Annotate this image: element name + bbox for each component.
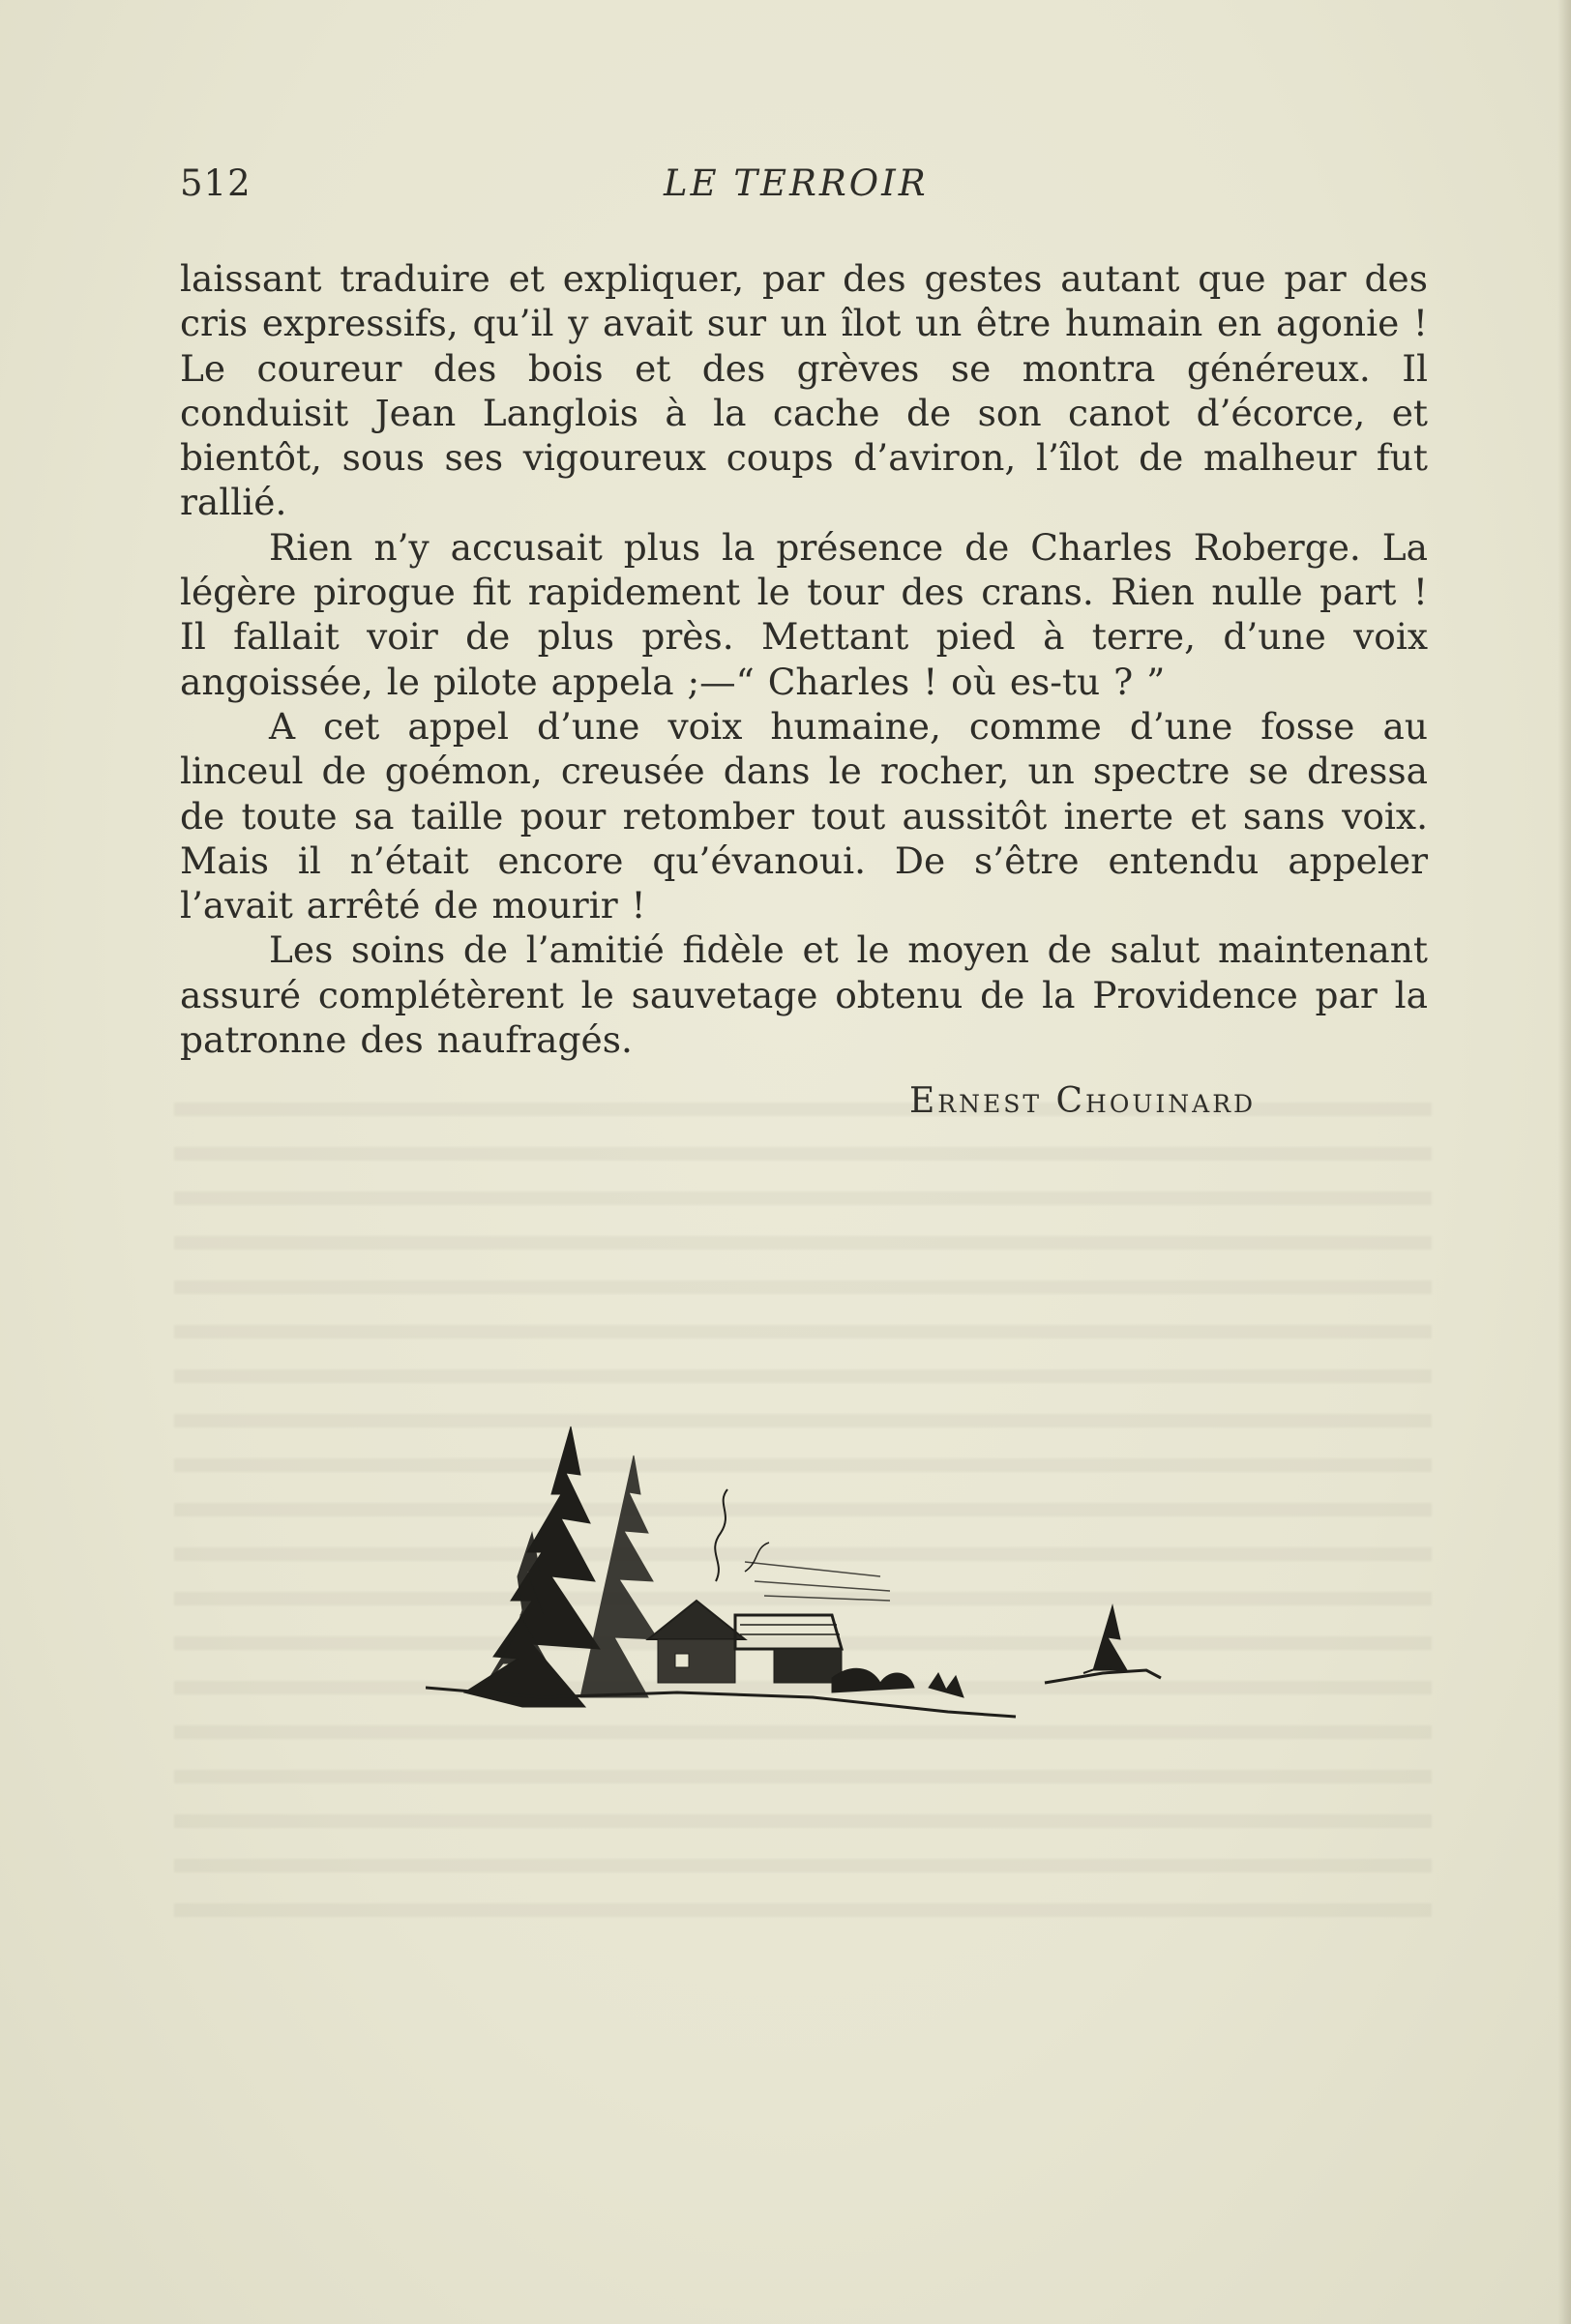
- paragraph-3: A cet appel d’une voix humaine, comme d’une fosse au linceul de goémon, creusée dans le rocher, un spectre se dressa de toute sa taille pour retomber tout aussitôt inerte et sans voix. Mais il n’était encore qu’évanoui. De s’être entendu appeler l’avait arrêté de mourir !: [180, 704, 1428, 927]
- paragraph-2: Rien n’y accusait plus la présence de Charles Roberge. La légère pirogue fit rapidement le tour des crans. Rien nulle part ! Il fallait voir de plus près. Mettant pied à terre, d’une voix angoissée, le pilote appela ;—“ Charles ! où es-tu ? ”: [180, 525, 1428, 703]
- running-title: LE TERROIR: [664, 162, 929, 204]
- page-edge-shadow: [1557, 0, 1571, 2324]
- page-number: 512: [180, 162, 252, 204]
- paragraph-1: laissant traduire et expliquer, par des gestes autant que par des cris expressifs, qu’il y avait sur un îlot un être humain en agonie ! Le coureur des bois et des grèves se montra généreux. Il conduisit Jean Langlois à la cache de son canot d’écorce, et bientôt, sous ses vigoureux coups d’aviron, l’îlot de malheur fut rallié.: [180, 257, 1428, 524]
- author-signature: Ernest Chouinard: [909, 1081, 1257, 1121]
- paragraph-4: Les soins de l’amitié fidèle et le moyen de salut maintenant assuré complétèrent le sauvetage obtenu de la Providence par la patronne des naufragés.: [180, 928, 1428, 1062]
- winter-cabin-vignette-icon: [426, 1417, 1180, 1736]
- body-text: [180, 256, 1428, 1062]
- running-head: [180, 162, 1428, 217]
